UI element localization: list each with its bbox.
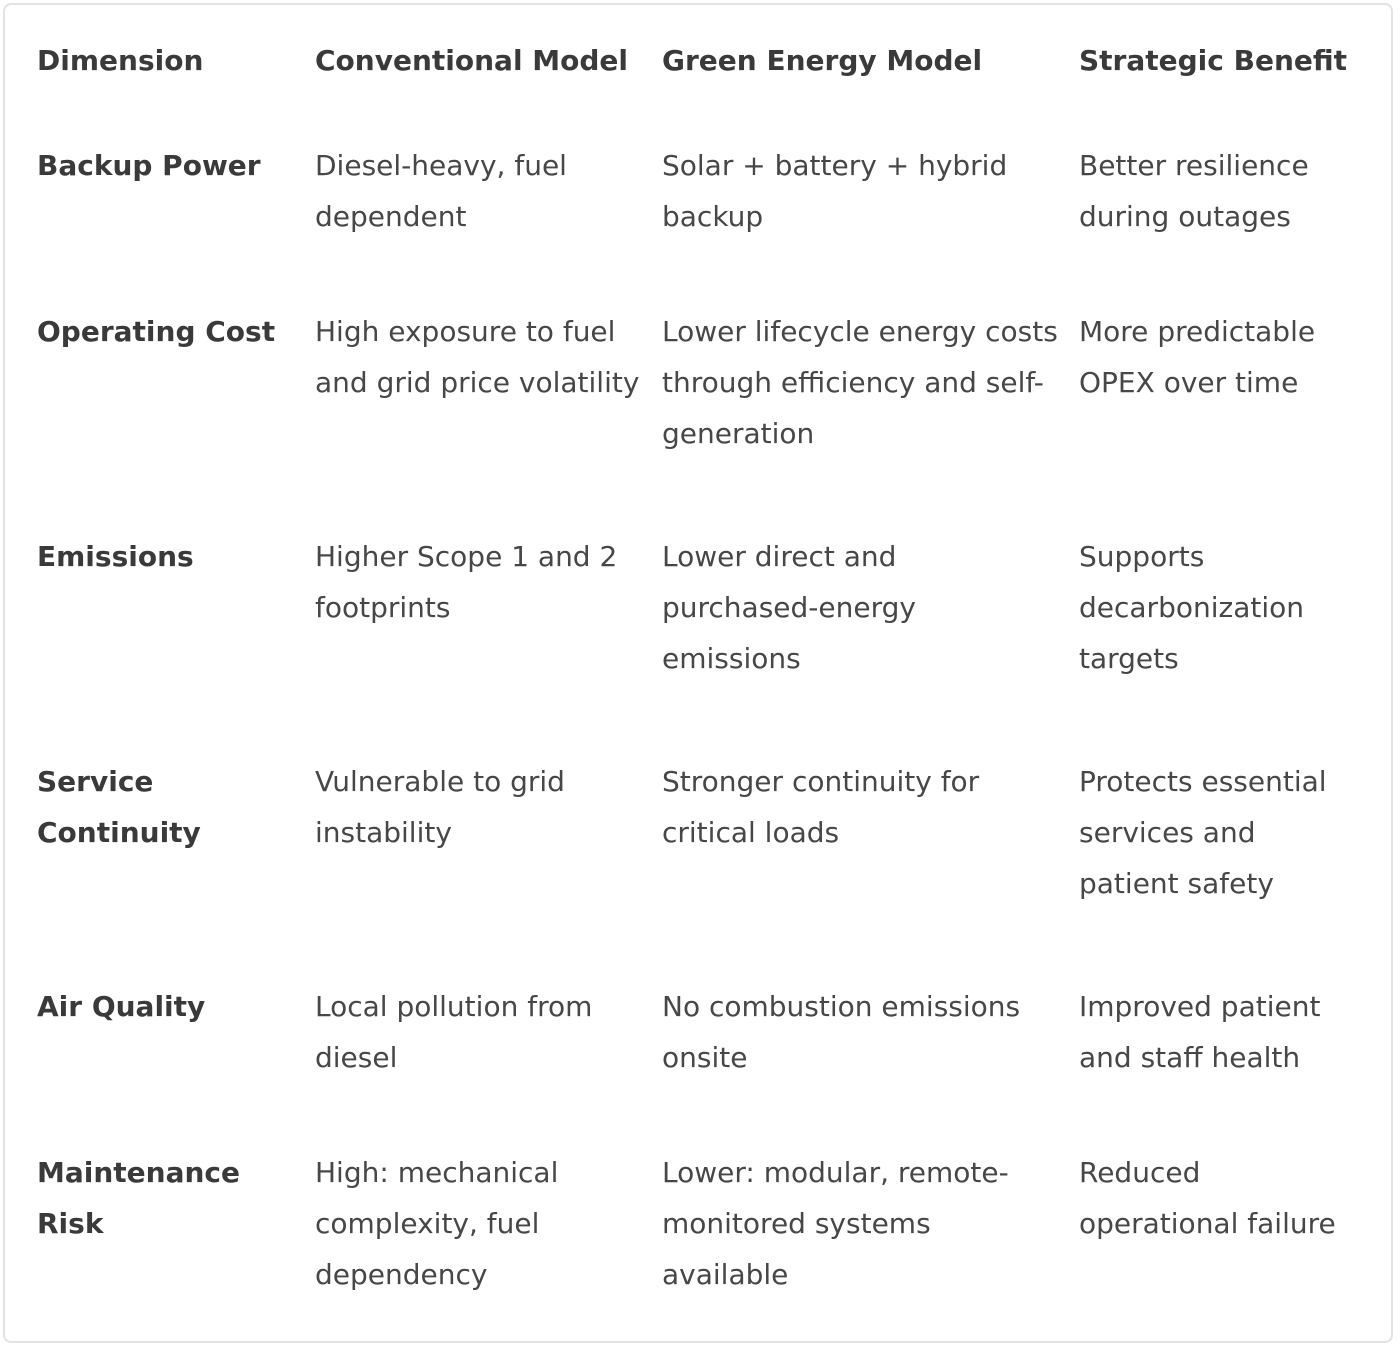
cell-green: Lower: modular, remote-monitored systems available: [662, 1156, 1009, 1291]
table-row: [37, 1147, 1379, 1317]
cell-green: Stronger continuity for critical loads: [662, 765, 980, 849]
row-header: Maintenance Risk: [37, 1156, 241, 1240]
column-header-green: Green Energy Model: [662, 44, 983, 77]
cell-conventional: High: mechanical complexity, fuel dependency: [315, 1156, 559, 1291]
table-row: [37, 531, 1379, 756]
row-header: Backup Power: [37, 149, 261, 182]
cell-benefit: Improved patient and staff health: [1079, 990, 1321, 1074]
cell-conventional: Higher Scope 1 and 2 footprints: [315, 540, 618, 624]
table-row: [37, 756, 1379, 981]
cell-benefit: Better resilience during outages: [1079, 149, 1309, 233]
cell-green: No combustion emissions onsite: [662, 990, 1021, 1074]
row-header: Air Quality: [37, 990, 206, 1023]
cell-conventional: Vulnerable to grid instability: [315, 765, 565, 849]
row-header: Emissions: [37, 540, 194, 573]
cell-green: Lower direct and purchased-energy emissions: [662, 540, 916, 675]
cell-conventional: Local pollution from diesel: [315, 990, 593, 1074]
table-row: [37, 981, 1379, 1147]
row-header: Operating Cost: [37, 315, 276, 348]
comparison-table: [37, 33, 1379, 1317]
cell-green: Solar + battery + hybrid backup: [662, 149, 1008, 233]
cell-benefit: Reduced operational failure: [1079, 1156, 1336, 1240]
column-header-dimension: Dimension: [37, 44, 204, 77]
cell-benefit: Supports decarbonization targets: [1079, 540, 1304, 675]
cell-conventional: High exposure to fuel and grid price volatility: [315, 315, 640, 399]
comparison-card: [3, 3, 1393, 1343]
table-row: [37, 306, 1379, 531]
row-header: Service Continuity: [37, 765, 201, 849]
column-header-conventional: Conventional Model: [315, 44, 629, 77]
table-row: [37, 140, 1379, 306]
cell-green: Lower lifecycle energy costs through efficiency and self-generation: [662, 315, 1058, 450]
cell-benefit: More predictable OPEX over time: [1079, 315, 1316, 399]
table-header-row: [37, 33, 1379, 140]
column-header-benefit: Strategic Benefit: [1079, 44, 1348, 77]
cell-benefit: Protects essential services and patient safety: [1079, 765, 1327, 900]
cell-conventional: Diesel-heavy, fuel dependent: [315, 149, 567, 233]
